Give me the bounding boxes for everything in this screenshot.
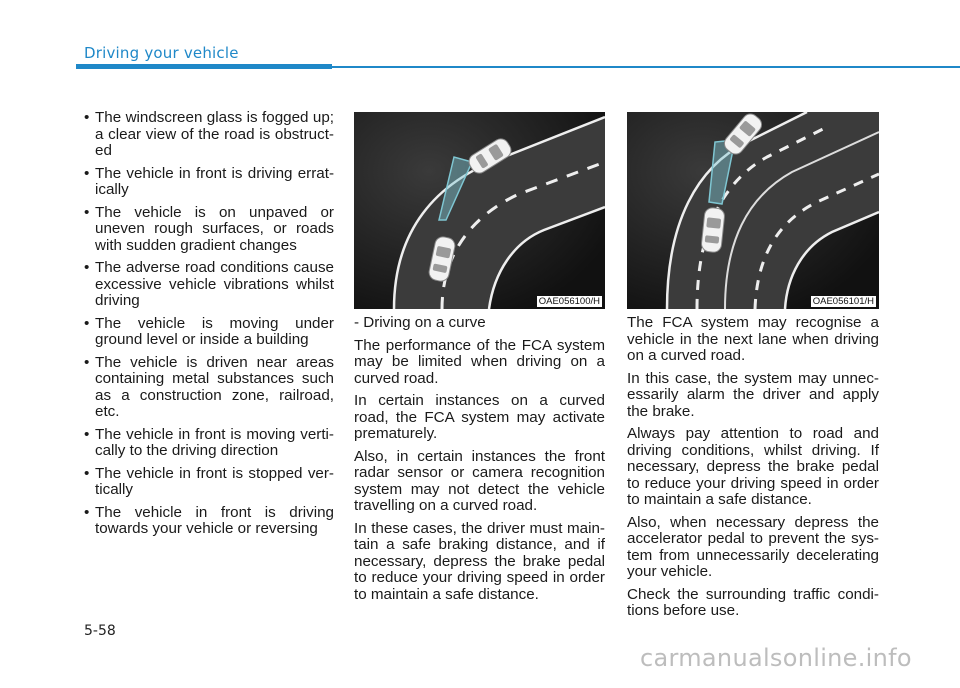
figure-caption: OAE056100/H xyxy=(538,296,600,307)
bullet-item: • The vehicle is driven near areas containing metal substances such as a construction zone, railroad, etc. xyxy=(78,355,334,421)
paragraph: The FCA system may recognise a vehicle in the next lane when driving on a curved road. xyxy=(627,314,879,364)
bullet-item: • The vehicle is moving under ground level or inside a building xyxy=(78,316,334,349)
two-lane-curve-drawing xyxy=(627,112,879,309)
page-number: 5-58 xyxy=(84,623,116,639)
header-rule-thick xyxy=(76,64,332,69)
paragraph: In this case, the system may unnec- essarily alarm the driver and apply the brake. xyxy=(627,369,879,420)
paragraph: Also, when necessary depress the accelerator pedal to prevent the sys- tem from unnecessarily decelerating your vehicle. xyxy=(627,513,879,580)
curve-illustration-2 xyxy=(627,112,879,309)
ego-car-icon xyxy=(701,207,725,253)
bullet-item: • The vehicle in front is driving errat- ically xyxy=(78,166,334,199)
curve-road-drawing xyxy=(354,112,605,309)
right-column xyxy=(627,315,879,626)
paragraph: In certain instances on a curved road, the FCA system may activate prematurely. xyxy=(354,392,605,442)
paragraph: Check the surrounding traffic condi- tions before use. xyxy=(627,585,879,619)
bullet-item: • The vehicle in front is driving towards your vehicle or reversing xyxy=(78,505,334,538)
curve-illustration-1 xyxy=(354,112,605,309)
bullet-item: • The vehicle in front is moving verti- cally to the driving direction xyxy=(78,427,334,460)
middle-column xyxy=(354,315,605,609)
bullet-item: • The vehicle in front is stopped ver- tically xyxy=(78,466,334,499)
bullet-item: • The windscreen glass is fogged up; a clear view of the road is obstruct- ed xyxy=(78,110,334,160)
paragraph: In these cases, the driver must main- tain a safe braking distance, and if necessary, depress the brake pedal to reduce your driving speed in order to maintain a safe distance. xyxy=(354,519,605,603)
header-rule-thin xyxy=(332,66,960,68)
paragraph: Always pay attention to road and driving conditions, whilst driving. If necessary, depress the brake pedal to reduce your driving speed in order to maintain a safe distance. xyxy=(627,425,879,508)
paragraph: Also, in certain instances the front radar sensor or camera recognition system may not detect the vehicle travelling on a curved road. xyxy=(354,447,605,514)
watermark: carmanualsonline.info xyxy=(640,644,912,672)
section-title: Driving your vehicle xyxy=(84,44,239,62)
bullet-item: • The vehicle is on unpaved or uneven rough surfaces, or roads with sudden gradient changes xyxy=(78,205,334,255)
figure-caption: OAE056101/H xyxy=(812,296,874,307)
left-column xyxy=(78,110,334,544)
bullet-item: • The adverse road conditions cause excessive vehicle vibrations whilst driving xyxy=(78,260,334,310)
limitation-bullet-list xyxy=(78,110,334,538)
subheading-driving-on-curve: - Driving on a curve xyxy=(354,314,486,331)
paragraph: The performance of the FCA system may be limited when driving on a curved road. xyxy=(354,336,605,387)
